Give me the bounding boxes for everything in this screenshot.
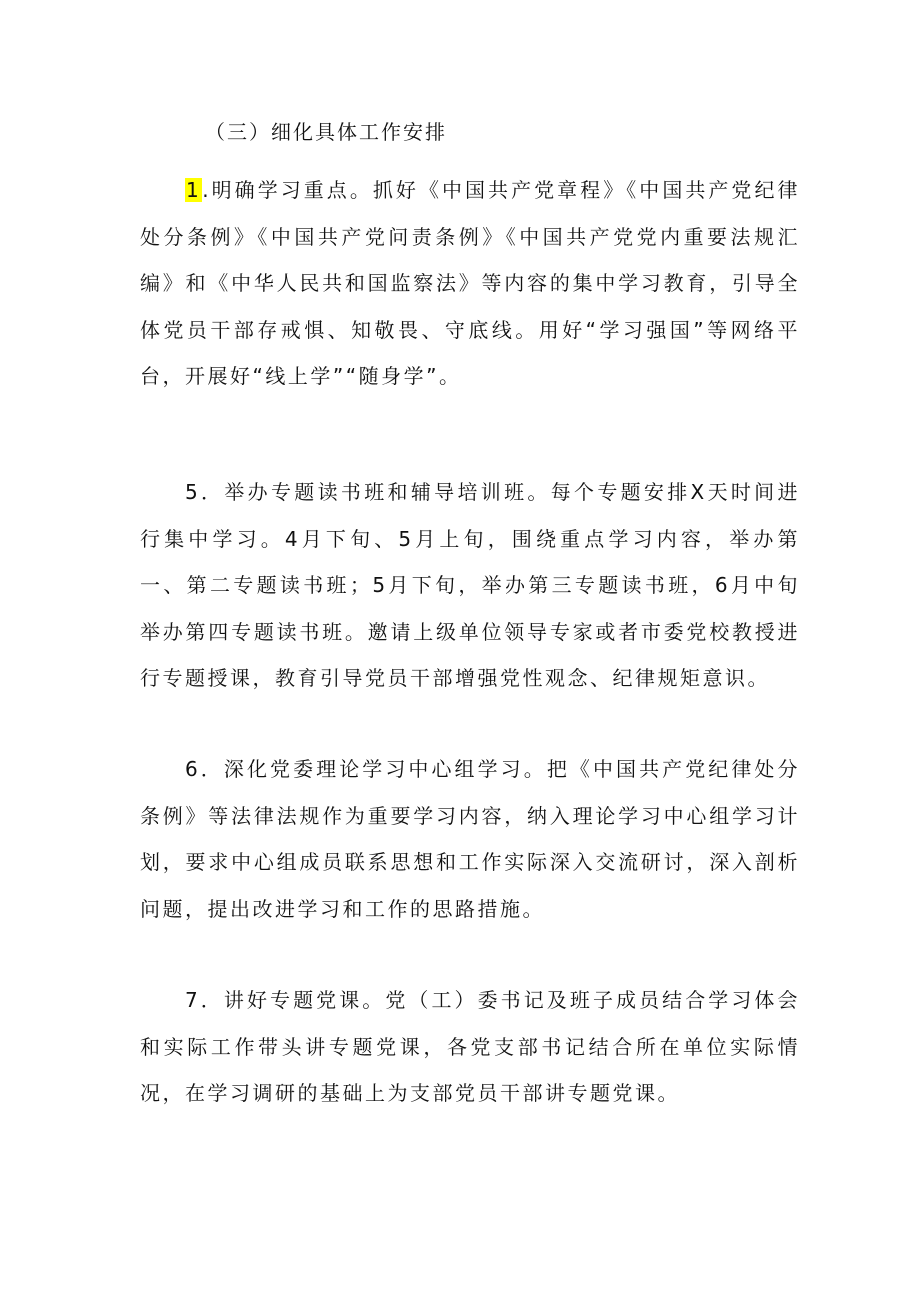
item-number: 7 xyxy=(185,988,201,1012)
paragraph-6 xyxy=(140,746,800,932)
section-heading: （三）细化具体工作安排 xyxy=(205,120,447,144)
paragraph-7 xyxy=(140,977,800,1117)
highlighted-item-number: 1 xyxy=(186,178,202,202)
paragraph-text: .明确学习重点。抓好《中国共产党章程》《中国共产党纪律处分条例》《中国共产党问责条例》《中国共产党党内重要法规汇编》和《中华人民共和国监察法》等内容的集中学习教育，引导全体党员干部存戒惧、知敬畏、守底线。用好“学习强国”等网络平台，开展好“线上学”“随身学”。 xyxy=(140,178,800,388)
paragraph-text: ．深化党委理论学习中心组学习。把《中国共产党纪律处分条例》等法律法规作为重要学习内容，纳入理论学习中心组学习计划，要求中心组成员联系思想和工作实际深入交流研讨，深入剖析问题，提出改进学习和工作的思路措施。 xyxy=(140,757,800,921)
paragraph-text: ．举办专题读书班和辅导培训班。每个专题安排X天时间进行集中学习。4月下旬、5月上旬，围绕重点学习内容，举办第一、第二专题读书班；5月下旬，举办第三专题读书班，6月中旬举办第四专题读书班。邀请上级单位领导专家或者市委党校教授进行专题授课，教育引导党员干部增强党性观念、纪律规矩意识。 xyxy=(140,480,800,690)
paragraph-text: ．讲好专题党课。党（工）委书记及班子成员结合学习体会和实际工作带头讲专题党课，各党支部书记结合所在单位实际情况，在学习调研的基础上为支部党员干部讲专题党课。 xyxy=(140,988,800,1105)
paragraph-1 xyxy=(140,167,800,400)
item-number: 5 xyxy=(185,480,201,504)
paragraph-5 xyxy=(140,469,800,702)
item-number: 6 xyxy=(185,757,201,781)
